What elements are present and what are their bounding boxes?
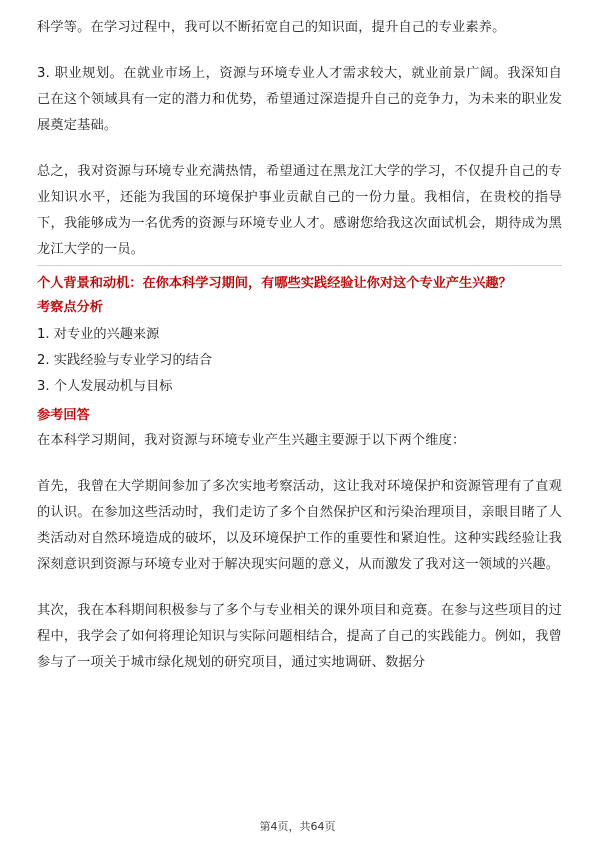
answer-paragraph-second: 其次，我在本科期间积极参与了多个与专业相关的课外项目和竞赛。在参与这些项目的过程中，我学会了如何将理论知识与实际问题相结合，提高了自己的实践能力。例如，我曾参与了一项关于城市绿化规划的研究项目，通过实地调研、数据分 [37, 603, 562, 670]
analysis-point: 3. 个人发展动机与目标 [37, 379, 173, 394]
section-divider [37, 265, 562, 266]
analysis-point: 1. 对专业的兴趣来源 [37, 327, 160, 342]
answer-paragraph-intro: 在本科学习期间，我对资源与环境专业产生兴趣主要源于以下两个维度： [37, 433, 466, 448]
intro-paragraph-conclusion: 总之，我对资源与环境专业充满热情，希望通过在黑龙江大学的学习，不仅提升自己的专业知识水平，还能为我国的环境保护事业贡献自己的一份力量。我相信，在贵校的指导下，我能够成为一名优秀的资源与环境专业人才。感谢您给我这次面试机会，期待成为黑龙江大学的一员。 [37, 164, 562, 257]
intro-paragraph-career: 3. 职业规划。在就业市场上，资源与环境专业人才需求较大，就业前景广阔。我深知自己在这个领域具有一定的潜力和优势，希望通过深造提升自己的竞争力，为未来的职业发展奠定基础。 [37, 66, 562, 133]
answer-paragraph-first: 首先，我曾在大学期间参加了多次实地考察活动，这让我对环境保护和资源管理有了直观的认识。在参加这些活动时，我们走访了多个自然保护区和污染治理项目，亲眼目睹了人类活动对自然环境造成的破坏，以及环境保护工作的重要性和紧迫性。这种实践经验让我深刻意识到资源与环境专业对于解决现实问题的意义，从而激发了我对这一领域的兴趣。 [37, 479, 562, 572]
analysis-heading: 考察点分析 [37, 300, 103, 315]
question-heading: 个人背景和动机：在你本科学习期间，有哪些实践经验让你对这个专业产生兴趣？ [37, 276, 512, 291]
analysis-points-list [37, 322, 562, 400]
intro-paragraph-1: 科学等。在学习过程中，我可以不断拓宽自己的知识面，提升自己的专业素养。 [37, 20, 506, 35]
analysis-point: 2. 实践经验与专业学习的结合 [37, 353, 213, 368]
answer-heading: 参考回答 [37, 408, 90, 423]
page-content [37, 15, 562, 676]
page-number-footer: 第4页，共64页 [259, 820, 336, 833]
